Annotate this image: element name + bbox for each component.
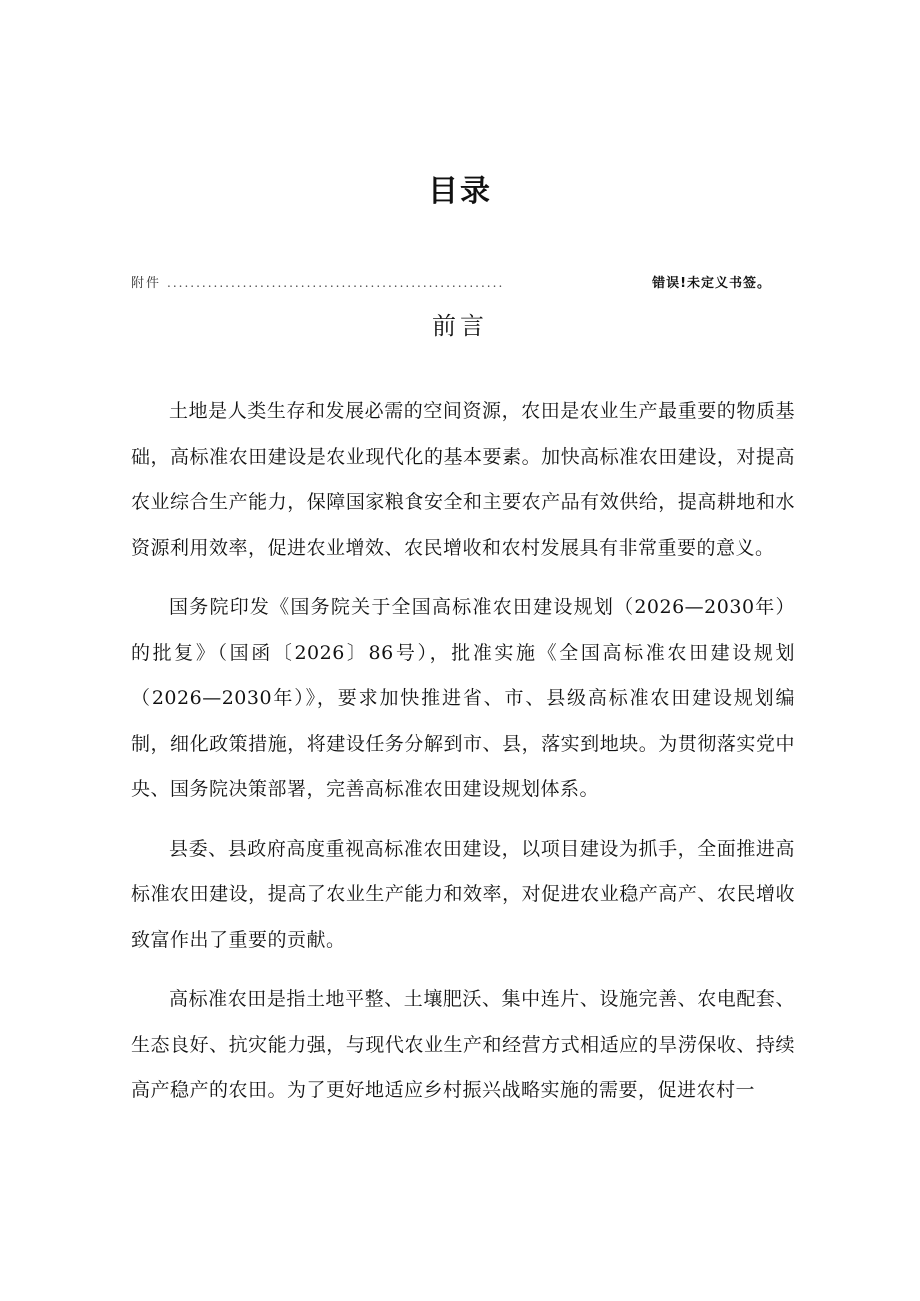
preface-body [131, 389, 795, 1128]
toc-entry[interactable] [131, 273, 771, 294]
toc-entry-label: 附件 [131, 276, 162, 291]
toc-entry-page-ref: 错误!未定义书签。 [652, 276, 771, 291]
paragraph: 土地是人类生存和发展必需的空间资源，农田是农业生产最重要的物质基础，高标准农田建设是农业现代化的基本要素。加快高标准农田建设，对提高农业综合生产能力，保障国家粮食安全和主要农产品有效供给，提高耕地和水资源利用效率，促进农业增效、农民增收和农村发展具有非常重要的意义。 [131, 400, 795, 559]
toc-entry-leader-dots: .......................................................... [167, 276, 505, 290]
preface-title: 前言 [432, 312, 488, 340]
paragraph: 国务院印发《国务院关于全国高标准农田建设规划（2026—2030年）的批复》（国函〔2026〕86号），批准实施《全国高标准农田建设规划（2026—2030年）》，要求加快推进省、市、县级高标准农田建设规划编制，细化政策措施，将建设任务分解到市、县，落实到地块。为贯彻落实党中央、国务院决策部署，完善高标准农田建设规划体系。 [131, 596, 795, 800]
paragraph: 高标准农田是指土地平整、土壤肥沃、集中连片、设施完善、农电配套、生态良好、抗灾能力强，与现代农业生产和经营方式相适应的旱涝保收、持续高产稳产的农田。为了更好地适应乡村振兴战略实施的需要，促进农村一 [131, 988, 795, 1101]
toc-title: 目录 [428, 174, 492, 209]
paragraph: 县委、县政府高度重视高标准农田建设，以项目建设为抓手，全面推进高标准农田建设，提高了农业生产能力和效率，对促进农业稳产高产、农民增收致富作出了重要的贡献。 [131, 837, 795, 951]
